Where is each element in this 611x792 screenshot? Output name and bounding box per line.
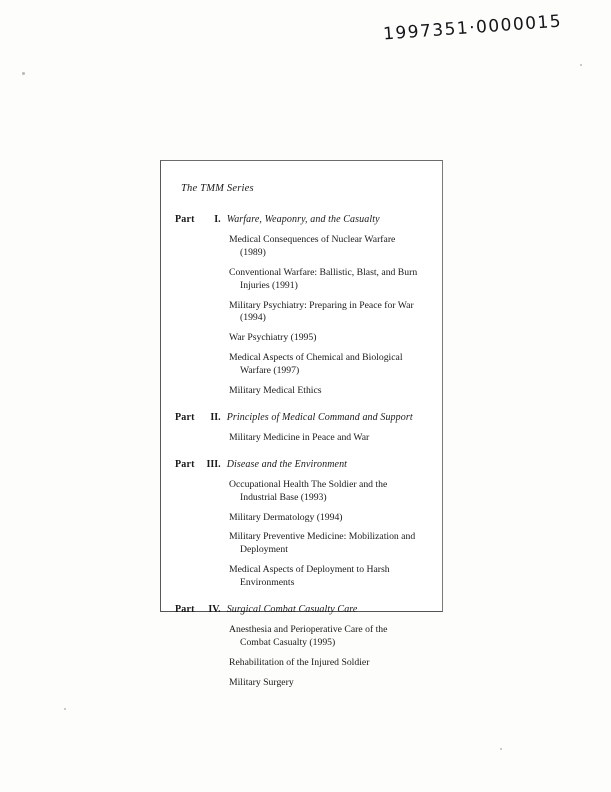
book-title-line: Medical Aspects of Deployment to Harsh (229, 564, 390, 576)
part-word: Part (175, 458, 195, 470)
part-block (175, 604, 430, 690)
scan-speck (64, 708, 66, 710)
scan-speck (500, 748, 502, 750)
list-item (229, 332, 430, 345)
list-item (229, 512, 430, 525)
book-title-cont: (1994) (240, 312, 266, 324)
book-title-line: Military Medicine in Peace and War (229, 431, 370, 443)
part-heading (175, 459, 430, 470)
book-title-line: Occupational Health The Soldier and the (229, 478, 388, 490)
book-title-line: Conventional Warfare: Ballistic, Blast, and Burn (229, 266, 418, 278)
book-title-line: Medical Aspects of Chemical and Biological (229, 352, 403, 364)
list-item (229, 564, 430, 590)
book-title-line: Rehabilitation of the Injured Soldier (229, 656, 370, 668)
book-title-cont: Deployment (240, 544, 288, 556)
list-item (229, 677, 430, 690)
book-title-line: Military Preventive Medicine: Mobilization and (229, 531, 416, 543)
book-title-line: Military Psychiatry: Preparing in Peace for War (229, 299, 414, 311)
part-title: Principles of Medical Command and Support (226, 411, 413, 423)
scan-speck (22, 72, 25, 75)
book-title-line: Military Dermatology (1994) (229, 511, 343, 523)
book-title-cont: Industrial Base (1993) (240, 491, 327, 503)
list-item (229, 624, 430, 650)
list-item (229, 432, 430, 445)
book-title-cont: Warfare (1997) (240, 365, 300, 377)
part-block (175, 412, 430, 445)
part-heading (175, 412, 430, 423)
part-heading (175, 214, 430, 225)
series-title: The TMM Series (181, 183, 254, 194)
list-item (229, 531, 430, 557)
part-number: IV. (208, 604, 221, 616)
list-item (229, 657, 430, 670)
book-title-line: Military Medical Ethics (229, 385, 322, 397)
part-word: Part (175, 214, 195, 225)
handwritten-accession-number: 1997351·0000015 (382, 11, 563, 45)
book-list (175, 432, 430, 445)
list-item (229, 267, 430, 293)
part-block (175, 214, 430, 398)
book-title-cont: Injuries (1991) (240, 279, 298, 291)
list-item (229, 385, 430, 398)
list-item (229, 352, 430, 378)
book-list (175, 624, 430, 690)
list-item (229, 479, 430, 505)
part-title: Disease and the Environment (226, 458, 348, 470)
list-item (229, 300, 430, 326)
part-word: Part (175, 411, 195, 423)
book-title-cont: Combat Casualty (1995) (240, 636, 336, 648)
part-number: III. (206, 458, 221, 470)
part-title: Surgical Combat Casualty Care (226, 604, 358, 616)
book-title-cont: Environments (240, 577, 295, 589)
book-list (175, 234, 430, 398)
book-list (175, 479, 430, 590)
list-item (229, 234, 430, 260)
book-title-line: Medical Consequences of Nuclear Warfare (229, 234, 396, 245)
scan-speck (580, 64, 582, 66)
part-heading (175, 604, 430, 615)
book-title-cont: (1989) (240, 246, 266, 258)
series-listing-box (160, 160, 443, 688)
book-title-line: Military Surgery (229, 676, 294, 688)
part-number: I. (214, 214, 221, 225)
part-word: Part (175, 604, 195, 616)
part-number: II. (210, 411, 221, 423)
book-title-line: War Psychiatry (1995) (229, 332, 317, 344)
book-title-line: Anesthesia and Perioperative Care of the (229, 624, 388, 636)
part-title: Warfare, Weaponry, and the Casualty (226, 214, 380, 225)
part-block (175, 459, 430, 590)
